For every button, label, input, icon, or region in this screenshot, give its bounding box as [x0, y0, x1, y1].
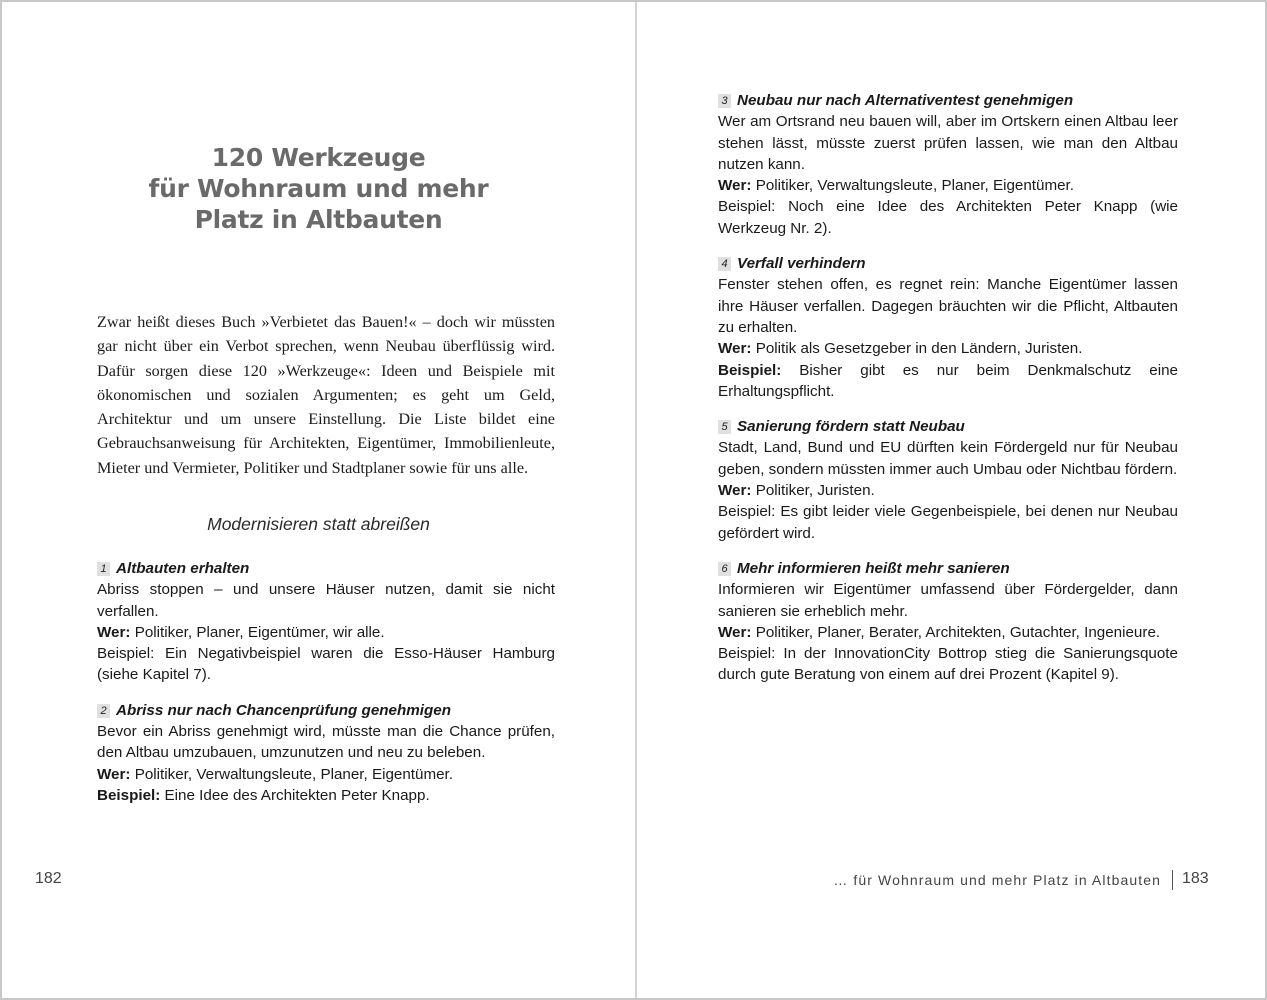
- tool-heading: [97, 558, 555, 579]
- wer-label: Wer:: [97, 623, 131, 641]
- tool-list: [718, 90, 1178, 700]
- tool-heading: [97, 700, 555, 721]
- page-number: 182: [35, 870, 62, 887]
- tool-description: Abriss stoppen – und unsere Häuser nutzen, damit sie nicht verfallen.: [97, 581, 555, 620]
- tool-title: Verfall verhindern: [737, 255, 866, 273]
- tool-item: [97, 558, 555, 686]
- tool-number: 4: [718, 257, 731, 271]
- tool-heading: [718, 253, 1178, 274]
- tool-wer: [97, 622, 555, 643]
- beispiel-label: Beispiel:: [718, 503, 776, 521]
- beispiel-label: Beispiel:: [97, 645, 155, 663]
- tool-wer: [718, 622, 1178, 643]
- beispiel-text: Noch eine Idee des Architekten Peter Knapp (wie Werkzeug Nr. 2).: [718, 198, 1178, 237]
- tool-list: [97, 558, 555, 820]
- beispiel-label: Beispiel:: [97, 786, 161, 804]
- tool-title: Neubau nur nach Alternativentest genehmigen: [737, 92, 1074, 109]
- chapter-title: [2, 142, 635, 235]
- tool-item: [718, 90, 1178, 239]
- tool-title: Mehr informieren heißt mehr sanieren: [737, 559, 1010, 577]
- tool-number: 2: [97, 704, 110, 718]
- tool-number: 1: [97, 562, 110, 576]
- tool-title: Abriss nur nach Chancenprüfung genehmigen: [116, 701, 452, 719]
- wer-label: Wer:: [97, 765, 131, 783]
- tool-wer: [718, 480, 1178, 501]
- tool-heading: [718, 416, 1178, 437]
- tool-description: Wer am Ortsrand neu bauen will, aber im Ortskern einen Altbau leer stehen lässt, müsste zuerst prüfen lassen, wie man den Altbau nutzen kann.: [718, 113, 1178, 173]
- tool-item: [718, 253, 1178, 402]
- section-heading: Modernisieren statt abreißen: [207, 514, 430, 534]
- beispiel-text: Bisher gibt es nur beim Denkmalschutz eine Erhaltungspflicht.: [718, 361, 1178, 400]
- left-page: [2, 2, 635, 998]
- beispiel-text: Eine Idee des Architekten Peter Knapp.: [164, 786, 430, 804]
- tool-beispiel: [97, 643, 555, 686]
- wer-text: Politiker, Planer, Berater, Architekten, Gutachter, Ingenieure.: [755, 623, 1161, 641]
- wer-text: Politiker, Planer, Eigentümer, wir alle.: [134, 623, 385, 641]
- tool-item: [97, 700, 555, 806]
- beispiel-label: Beispiel:: [718, 645, 776, 663]
- right-page: [637, 2, 1265, 998]
- tool-beispiel: [97, 785, 555, 806]
- chapter-title-line: für Wohnraum und mehr: [148, 174, 489, 203]
- wer-text: Politiker, Juristen.: [755, 482, 875, 500]
- tool-wer: [718, 175, 1178, 196]
- tool-heading: [718, 90, 1178, 111]
- wer-text: Politik als Gesetzgeber in den Ländern, Juristen.: [755, 340, 1083, 358]
- running-title-separator: [1172, 870, 1173, 890]
- wer-label: Wer:: [718, 482, 752, 500]
- tool-title: Altbauten erhalten: [116, 560, 250, 577]
- tool-item: [718, 416, 1178, 544]
- tool-heading: [718, 558, 1178, 579]
- tool-number: 5: [718, 420, 731, 434]
- page-number: 183: [1182, 870, 1209, 887]
- tool-beispiel: [718, 360, 1178, 403]
- chapter-title-line: Platz in Altbauten: [194, 205, 443, 234]
- tool-description: Fenster stehen offen, es regnet rein: Manche Eigentümer lassen ihre Häuser verfallen. Dagegen bräuchten wir die Pflicht, Altbauten zu erhalten.: [718, 276, 1178, 336]
- running-title: … für Wohnraum und mehr Platz in Altbauten: [833, 872, 1161, 888]
- tool-beispiel: [718, 501, 1178, 544]
- tool-wer: [97, 764, 555, 785]
- tool-number: 6: [718, 562, 731, 576]
- tool-wer: [718, 338, 1178, 359]
- beispiel-label: Beispiel:: [718, 198, 776, 216]
- tool-description: Informieren wir Eigentümer umfassend über Fördergelder, dann sanieren sie erheblich mehr.: [718, 581, 1178, 620]
- beispiel-text: In der InnovationCity Bottrop stieg die Sanierungsquote durch gute Beratung von einem auf drei Prozent (Kapitel 9).: [718, 645, 1178, 684]
- beispiel-label: Beispiel:: [718, 361, 782, 379]
- tool-description: Stadt, Land, Bund und EU dürften kein Fördergeld nur für Neubau geben, sondern müssten immer auch Umbau oder Nichtbau fördern.: [718, 439, 1178, 478]
- tool-item: [718, 558, 1178, 686]
- chapter-title-line: 120 Werkzeuge: [211, 143, 426, 172]
- wer-label: Wer:: [718, 623, 752, 641]
- tool-beispiel: [718, 643, 1178, 686]
- intro-paragraph: Zwar heißt dieses Buch »Verbietet das Bauen!« – doch wir müssten gar nicht über ein Verbot sprechen, wenn Neubau überflüssig wird. Dafür sorgen diese 120 »Werkzeuge«: Ideen und Beispiele mit ökonomischen und sozialen Argumenten; es geht um Geld, Architektur und um unsere Einstellung. Die Liste bildet eine Gebrauchsanweisung für Architekten, Eigentümer, Immobilienleute, Mieter und Vermieter, Politiker und Stadtplaner sowie für uns alle.: [97, 313, 555, 477]
- beispiel-text: Es gibt leider viele Gegenbeispiele, bei denen nur Neubau gefördert wird.: [718, 503, 1178, 542]
- tool-number: 3: [718, 94, 731, 108]
- tool-description: Bevor ein Abriss genehmigt wird, müsste man die Chance prüfen, den Altbau umzubauen, umzunutzen und neu zu beleben.: [97, 723, 555, 762]
- wer-label: Wer:: [718, 340, 752, 358]
- wer-label: Wer:: [718, 177, 752, 195]
- wer-text: Politiker, Verwaltungsleute, Planer, Eigentümer.: [755, 177, 1074, 195]
- tool-title: Sanierung fördern statt Neubau: [737, 418, 965, 436]
- tool-beispiel: [718, 196, 1178, 239]
- beispiel-text: Ein Negativbeispiel waren die Esso-Häuser Hamburg (siehe Kapitel 7).: [97, 645, 555, 684]
- wer-text: Politiker, Verwaltungsleute, Planer, Eigentümer.: [134, 765, 453, 783]
